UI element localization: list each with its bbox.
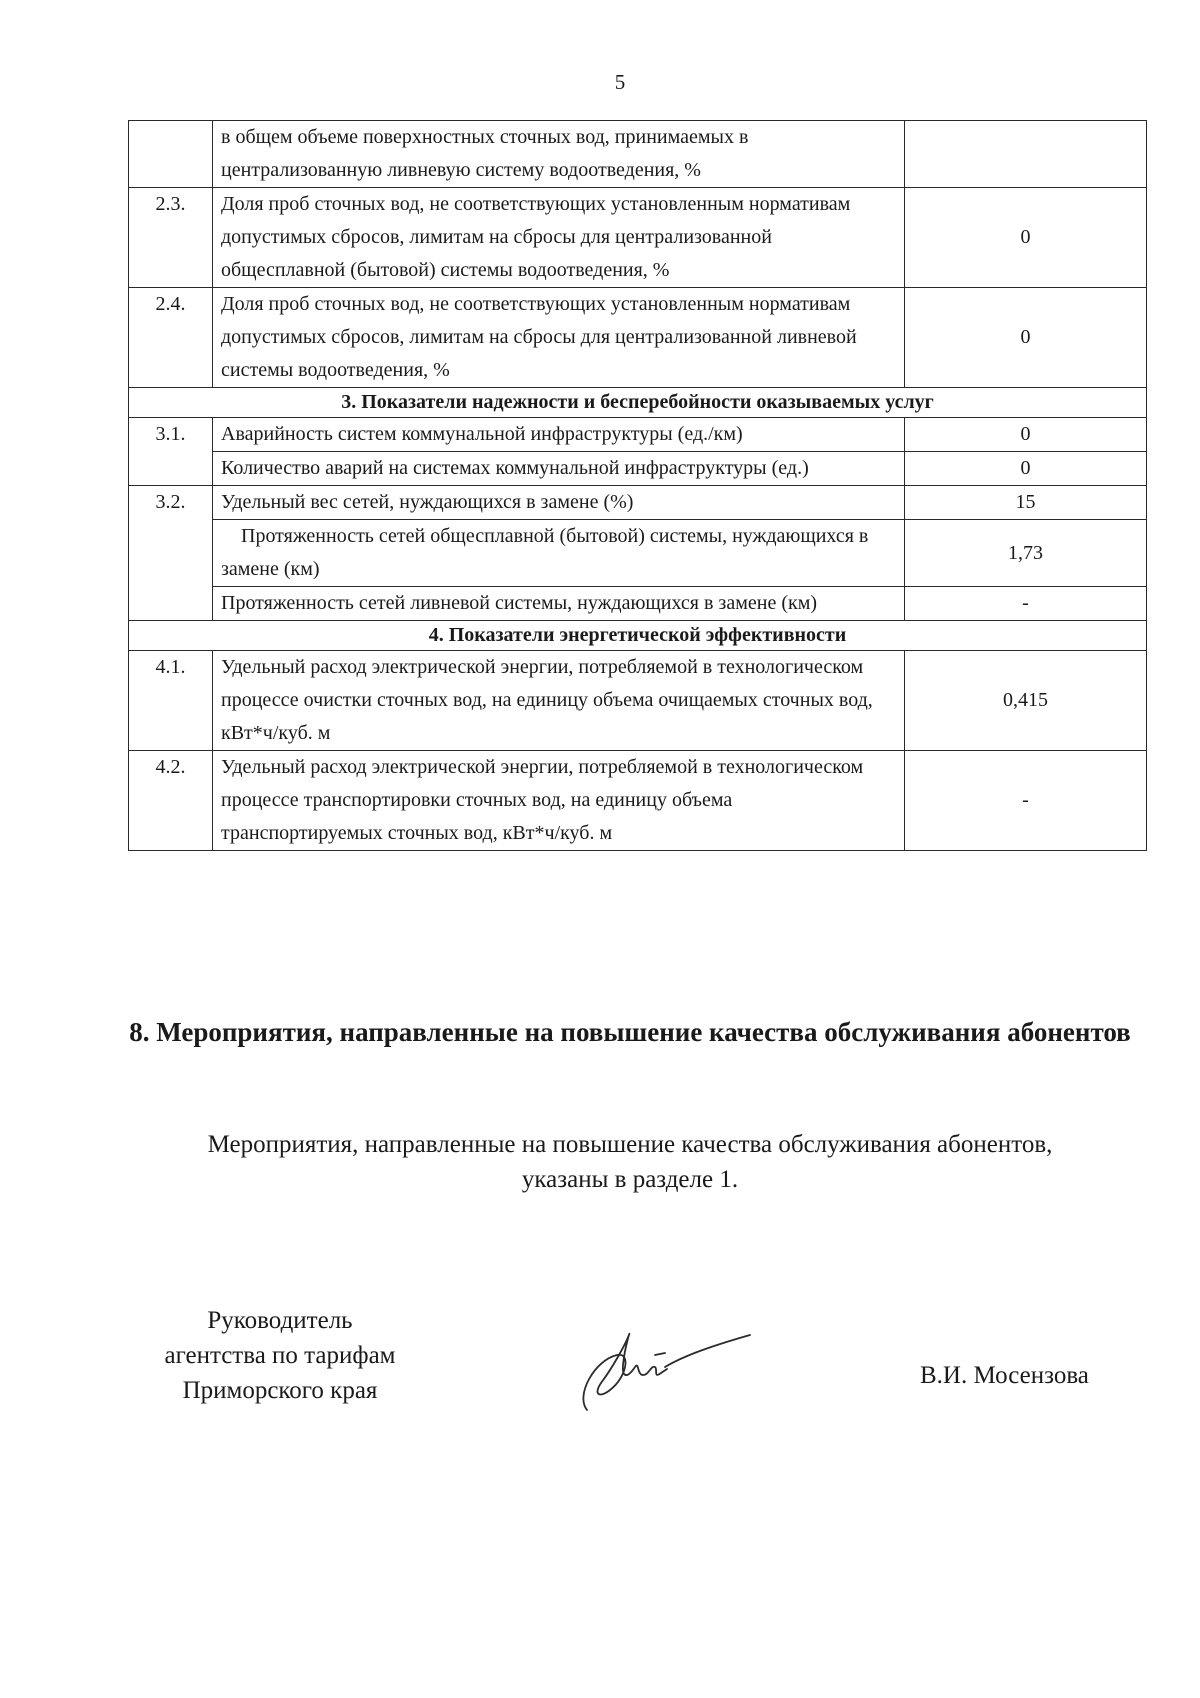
row-description: Удельный расход электрической энергии, потребляемой в технологическом процессе очистки сточных вод, на единицу объема очищаемых сточных вод, кВт*ч/куб. м <box>213 651 905 751</box>
row-description: Удельный вес сетей, нуждающихся в замене (%) <box>213 486 905 520</box>
row-value: 0 <box>905 452 1147 486</box>
row-number <box>129 121 213 188</box>
table-row <box>129 587 1147 621</box>
section-8-heading: 8. Мероприятия, направленные на повышение качества обслуживания абонентов <box>129 1017 1131 1047</box>
row-description: Удельный расход электрической энергии, потребляемой в технологическом процессе транспортировки сточных вод, на единицу объема транспортируемых сточных вод, кВт*ч/куб. м <box>213 751 905 851</box>
table-row <box>129 486 1147 520</box>
table-row <box>129 751 1147 851</box>
row-number: 3.1. <box>129 418 213 486</box>
row-description: Аварийность систем коммунальной инфраструктуры (ед./км) <box>213 418 905 452</box>
row-value: 0 <box>905 188 1147 288</box>
signer-title-line: Приморского края <box>182 1377 378 1404</box>
row-value: - <box>905 751 1147 851</box>
row-description: Количество аварий на системах коммунальной инфраструктуры (ед.) <box>213 452 905 486</box>
row-number: 3.2. <box>129 486 213 621</box>
table-row <box>129 452 1147 486</box>
section-header-row <box>129 388 1147 418</box>
signer-name: В.И. Мосензова <box>920 1362 1089 1389</box>
row-number: 2.3. <box>129 188 213 288</box>
row-value: - <box>905 587 1147 621</box>
signer-title-line: агентства по тарифам <box>164 1342 396 1369</box>
table-row <box>129 188 1147 288</box>
row-value <box>905 121 1147 188</box>
section-8-text: Мероприятия, направленные на повышение качества обслуживания абонентов, указаны в разделе 1. <box>207 1131 1053 1193</box>
handwritten-signature <box>565 1315 755 1425</box>
signer-title <box>120 1303 440 1408</box>
row-value: 0 <box>905 418 1147 452</box>
row-value: 0,415 <box>905 651 1147 751</box>
row-description: в общем объеме поверхностных сточных вод, принимаемых в централизованную ливневую систему водоотведения, % <box>213 121 905 188</box>
table-row <box>129 520 1147 587</box>
row-number: 4.2. <box>129 751 213 851</box>
row-description: Доля проб сточных вод, не соответствующих установленным нормативам допустимых сбросов, лимитам на сбросы для централизованной ливневой системы водоотведения, % <box>213 288 905 388</box>
table-row <box>129 288 1147 388</box>
table-row <box>129 651 1147 751</box>
row-value: 1,73 <box>905 520 1147 587</box>
row-number: 2.4. <box>129 288 213 388</box>
signer-title-line: Руководитель <box>207 1307 353 1334</box>
row-description: Протяженность сетей ливневой системы, нуждающихся в замене (км) <box>213 587 905 621</box>
page-number: 5 <box>614 70 626 94</box>
row-description: Доля проб сточных вод, не соответствующих установленным нормативам допустимых сбросов, лимитам на сбросы для централизованной общесплавной (бытовой) системы водоотведения, % <box>213 188 905 288</box>
table-row <box>129 418 1147 452</box>
section-header: 4. Показатели энергетической эффективности <box>129 621 1147 651</box>
indicators-table <box>128 120 1147 851</box>
row-number: 4.1. <box>129 651 213 751</box>
row-description: Протяженность сетей общесплавной (бытовой) системы, нуждающихся в замене (км) <box>213 520 905 587</box>
row-value: 15 <box>905 486 1147 520</box>
table-row <box>129 121 1147 188</box>
section-header: 3. Показатели надежности и бесперебойности оказываемых услуг <box>129 388 1147 418</box>
section-header-row <box>129 621 1147 651</box>
row-value: 0 <box>905 288 1147 388</box>
